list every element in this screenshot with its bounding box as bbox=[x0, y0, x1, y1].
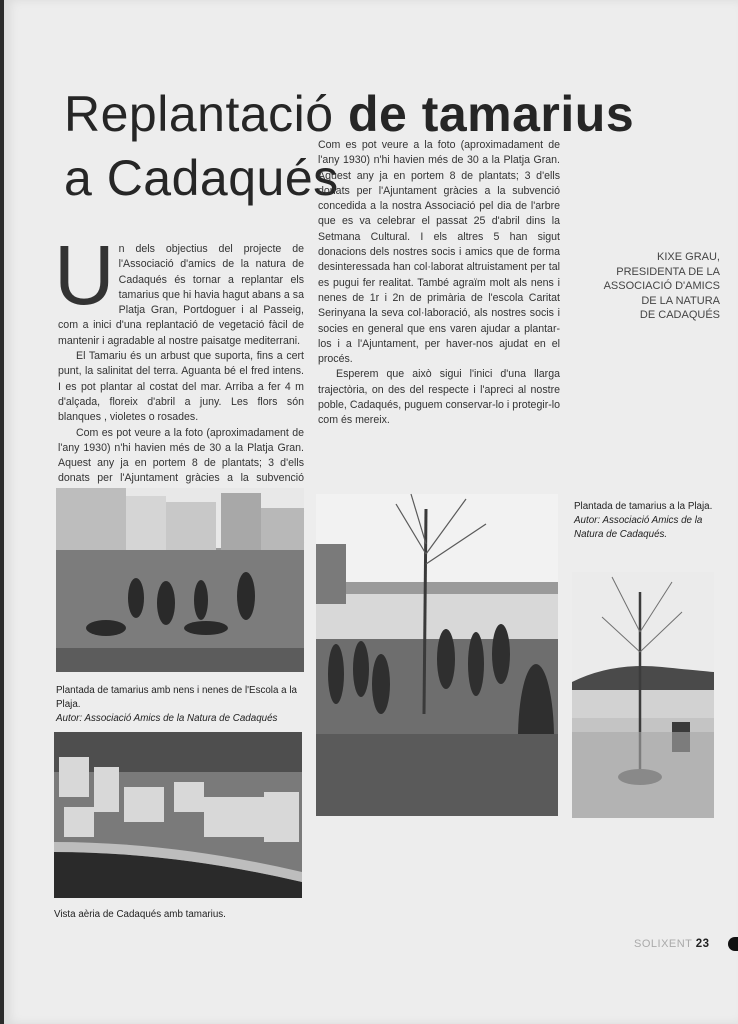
article-paragraph-3-cont: Com es pot veure a la foto (aproximadament de l'any 1930) n'hi havien més de 30 a la Platja Gran. Aquest any ja en portem 8 de plantats; 3 d'ells donats per l'Ajuntament gràcies a la subvenció concedida a la nostra Associació pel dia de l'arbre que es va celebrar el passat 25 d'abril dins la Setmana Cultural. I els altres 5 han sigut donacions dels nostres socis i amics que de forma desinteressada han col·laborat altruistament per tal es pugui fer realitat. També agraïm molt als nens i nenes de 1r i 2n de primària de l'escola Caritat Serinyana la seva col·laboració, als nostres socis i socies en general que ens varen ajudar a plantar-los i a l'Ajuntament, per haver-nos ajudat en el procés. bbox=[318, 139, 560, 366]
author-byline bbox=[594, 250, 720, 323]
beach-tree-image bbox=[572, 572, 714, 818]
beach-caption-credit: Autor: Associació Amics de la Natura de Cadaqués. bbox=[574, 515, 703, 540]
title-part-3: a Cadaqués bbox=[64, 150, 339, 206]
article-paragraph-2: El Tamariu és un arbust que suporta, fins a cert punt, la salinitat del terra. Aguanta bé el fred intens. I es pot plantar al costat del mar. Arriba a fer 4 m d'alçada, floreix d'abril a juny. Les flors són blanques , violetes o rosades. bbox=[58, 350, 304, 424]
drop-cap: U bbox=[54, 228, 115, 322]
street-planting-photo bbox=[56, 488, 304, 672]
article-paragraph-1 bbox=[54, 228, 304, 349]
paragraph-1-text: n dels objectius del projecte de l'Associació d'amics de la natura de Cadaqués és tornar a replantar els tamarius que hi havia hagut abans a sa Platja Gran, Portdoguer i al Passeig, com a inici d'una replantació de vegetació fàcil de mantenir i agradable al nostre paisatge mediterrani. bbox=[58, 243, 304, 347]
beach-tree-photo bbox=[572, 572, 714, 818]
aerial-caption-text: Vista aèria de Cadaqués amb tamarius. bbox=[54, 909, 226, 920]
children-tree-photo bbox=[316, 494, 558, 816]
article-column-1 bbox=[54, 228, 304, 485]
aerial-photo bbox=[54, 732, 302, 898]
street-planting-image bbox=[56, 488, 304, 672]
magazine-name: SOLIXENT bbox=[634, 938, 693, 950]
author-line-2: PRESIDENTA DE LA bbox=[616, 265, 720, 278]
aerial-caption bbox=[54, 908, 314, 922]
page-footer bbox=[634, 938, 710, 950]
school-caption-credit: Autor: Associació Amics de la Natura de Cadaqués bbox=[56, 713, 278, 724]
children-tree-image bbox=[316, 494, 558, 816]
title-part-2: de tamarius bbox=[347, 86, 635, 142]
school-planting-caption bbox=[56, 684, 316, 726]
school-caption-text: Plantada de tamarius amb nens i nenes de l'Escola a la Plaja. bbox=[56, 685, 297, 710]
author-line-4: DE LA NATURA bbox=[641, 294, 720, 307]
author-line-5: DE CADAQUÉS bbox=[639, 309, 720, 321]
article-column-2 bbox=[318, 139, 560, 482]
magazine-page bbox=[4, 0, 738, 1024]
page-number: 23 bbox=[695, 938, 710, 950]
author-line-3: ASSOCIACIÓ D'AMICS bbox=[603, 280, 720, 292]
author-line-1: KIXE GRAU, bbox=[657, 251, 720, 263]
beach-caption-text: Plantada de tamarius a la Plaja. bbox=[574, 501, 713, 512]
page-edge-tab bbox=[728, 937, 738, 951]
article-paragraph-3-start: Com es pot veure a la foto (aproximadament de l'any 1930) n'hi havien més de 30 a la Platja Gran. Aquest any ja en portem 8 de plantats; 3 d'ells donats per l'Ajuntament gràcies a la subvenció bbox=[58, 426, 304, 485]
article-paragraph-4: Esperem que això sigui l'inici d'una llarga trajectòria, on des del respecte i l'apreci al nostre poble, Cadaqués, puguem conservar-lo i protegir-lo com és mereix. bbox=[318, 368, 560, 427]
aerial-image bbox=[54, 732, 302, 898]
title-part-1: Replantació bbox=[64, 86, 334, 142]
beach-planting-caption bbox=[574, 500, 724, 542]
